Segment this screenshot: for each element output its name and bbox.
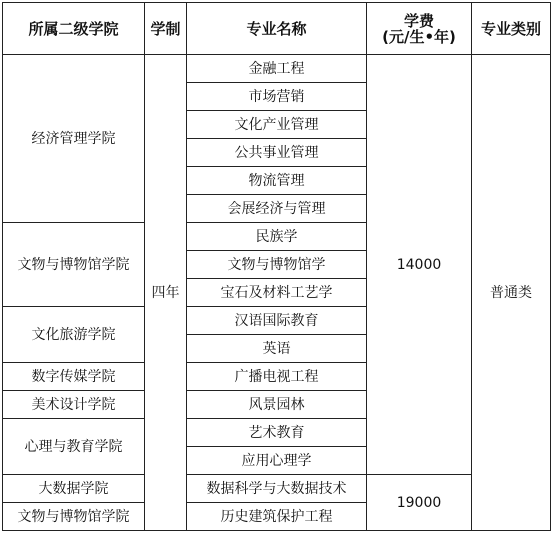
header-row	[3, 3, 551, 55]
major-cell: 艺术教育	[187, 419, 367, 447]
college-cell: 文化旅游学院	[3, 307, 145, 363]
college-cell: 经济管理学院	[3, 55, 145, 223]
major-cell: 汉语国际教育	[187, 307, 367, 335]
header-fee-unit: (元/生•年)	[382, 27, 456, 46]
major-cell: 金融工程	[187, 55, 367, 83]
college-cell: 文物与博物馆学院	[3, 503, 145, 531]
major-cell: 会展经济与管理	[187, 195, 367, 223]
fee-cell: 19000	[367, 475, 472, 531]
college-cell: 心理与教育学院	[3, 419, 145, 475]
major-cell: 宝石及材料工艺学	[187, 279, 367, 307]
header-major: 专业名称	[187, 3, 367, 55]
major-cell: 文化产业管理	[187, 111, 367, 139]
header-college: 所属二级学院	[3, 3, 145, 55]
major-cell: 历史建筑保护工程	[187, 503, 367, 531]
category-cell: 普通类	[472, 55, 551, 531]
table-row	[3, 475, 551, 503]
major-cell: 数据科学与大数据技术	[187, 475, 367, 503]
major-cell: 广播电视工程	[187, 363, 367, 391]
header-duration: 学制	[145, 3, 187, 55]
header-fee-title: 学费	[403, 11, 434, 30]
major-cell: 公共事业管理	[187, 139, 367, 167]
college-cell: 文物与博物馆学院	[3, 223, 145, 307]
header-fee	[367, 3, 472, 55]
major-cell: 英语	[187, 335, 367, 363]
header-category: 专业类别	[472, 3, 551, 55]
college-cell: 美术设计学院	[3, 391, 145, 419]
college-cell: 数字传媒学院	[3, 363, 145, 391]
tuition-table	[2, 2, 551, 531]
major-cell: 市场营销	[187, 83, 367, 111]
major-cell: 风景园林	[187, 391, 367, 419]
duration-cell: 四年	[145, 55, 187, 531]
major-cell: 文物与博物馆学	[187, 251, 367, 279]
fee-cell: 14000	[367, 55, 472, 475]
major-cell: 民族学	[187, 223, 367, 251]
college-cell: 大数据学院	[3, 475, 145, 503]
major-cell: 应用心理学	[187, 447, 367, 475]
major-cell: 物流管理	[187, 167, 367, 195]
table-row	[3, 55, 551, 83]
